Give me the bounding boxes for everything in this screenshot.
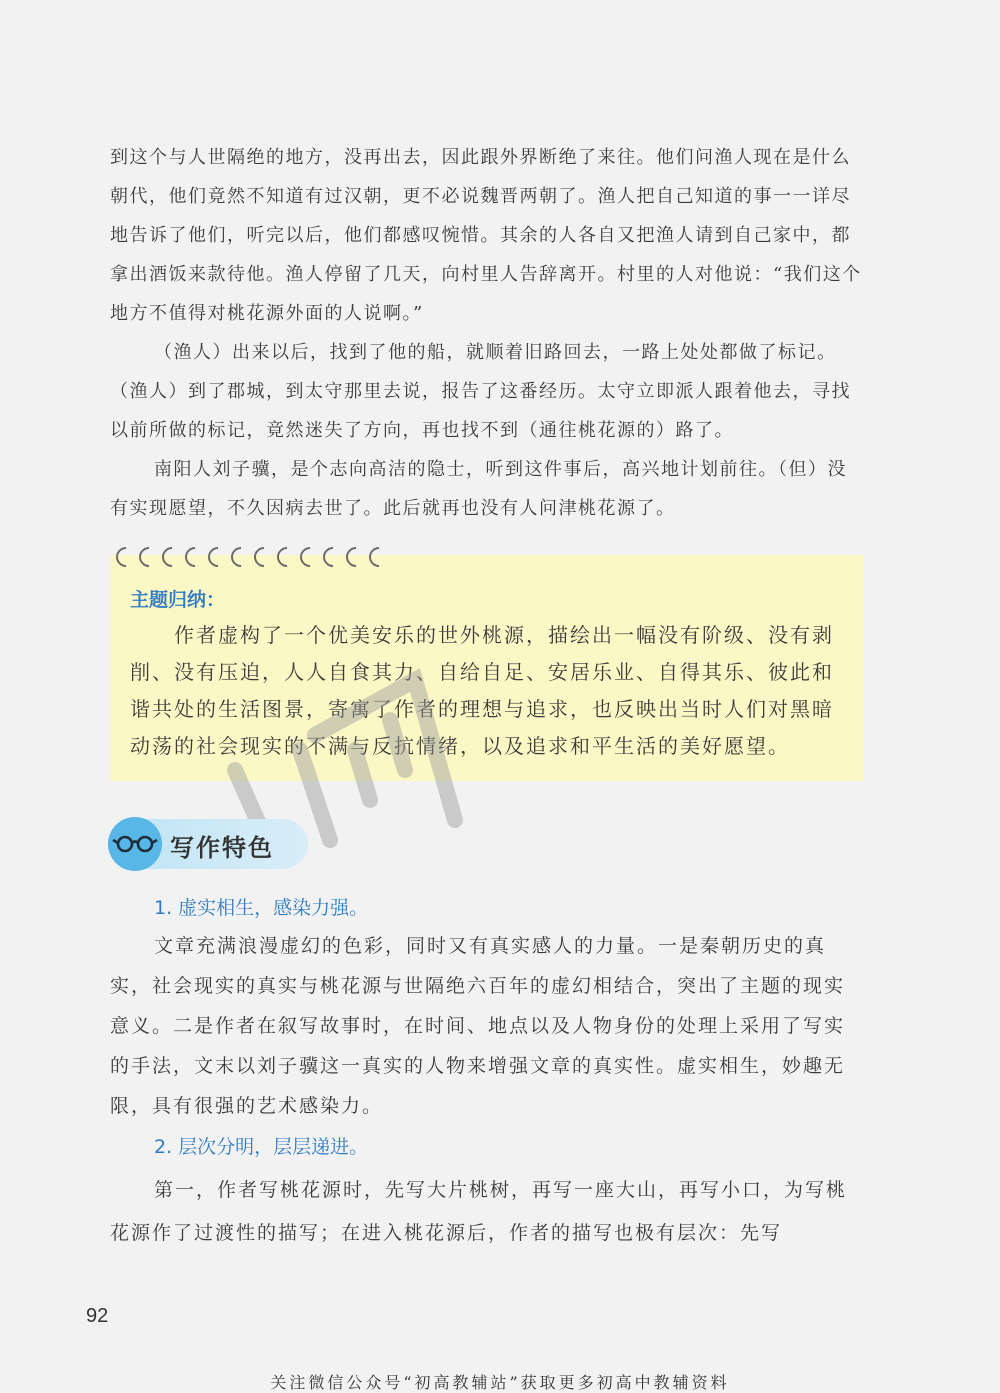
section-header-circle bbox=[108, 817, 162, 871]
theme-summary-text: 作者虚构了一个优美安乐的世外桃源，描绘出一幅没有阶级、没有剥削、没有压迫，人人自食其力、自给自足、安居乐业、自得其乐、彼此和谐共处的生活图景，寄寓了作者的理想与追求，也反映出当时人们对黑暗动荡的社会现实的不满与反抗情绪，以及追求和平生活的美好愿望。 bbox=[130, 623, 834, 758]
section-title: 写作特色 bbox=[170, 834, 274, 862]
glasses-icon bbox=[108, 817, 162, 871]
notebook-rings-decoration bbox=[116, 545, 396, 567]
paragraph-1: 到这个与人世隔绝的地方，没再出去，因此跟外界断绝了来往。他们问渔人现在是什么朝代，他们竟然不知道有过汉朝，更不必说魏晋两朝了。渔人把自己知道的事一一详尽地告诉了他们，听完以后，他们都感叹惋惜。其余的人各自又把渔人请到自己家中，都拿出酒饭来款待他。渔人停留了几天，向村里人告辞离开。村里的人对他说：“我们这个地方不值得对桃花源外面的人说啊。” bbox=[110, 147, 862, 324]
footer-note: 关注微信公众号“初高教辅站”获取更多初高中教辅资料 bbox=[270, 1373, 730, 1392]
theme-summary-title: 主题归纳： bbox=[130, 589, 226, 611]
feature-text-2: 第一，作者写桃花源时，先写大片桃树，再写一座大山，再写小口，为写桃花源作了过渡性的描写；在进入桃花源后，作者的描写也极有层次：先写 bbox=[110, 1179, 848, 1244]
paragraph-3: 南阳人刘子骥，是个志向高洁的隐士，听到这件事后，高兴地计划前往。（但）没有实现愿望，不久因病去世了。此后就再也没有人问津桃花源了。 bbox=[110, 459, 847, 519]
section-header-writing-features bbox=[108, 817, 308, 871]
feature-heading-2: 2. 层次分明，层层递进。 bbox=[154, 1136, 369, 1158]
paragraph-2: （渔人）出来以后，找到了他的船，就顺着旧路回去，一路上处处都做了标记。（渔人）到了郡城，到太守那里去说，报告了这番经历。太守立即派人跟着他去，寻找以前所做的标记，竟然迷失了方向，再也找不到（通往桃花源的）路了。 bbox=[110, 342, 851, 441]
feature-heading-1: 1. 虚实相生，感染力强。 bbox=[154, 897, 369, 919]
theme-summary-box bbox=[110, 555, 864, 781]
feature-text-1: 文章充满浪漫虚幻的色彩，同时又有真实感人的力量。一是秦朝历史的真实，社会现实的真实与桃花源与世隔绝六百年的虚幻相结合，突出了主题的现实意义。二是作者在叙写故事时，在时间、地点以及人物身份的处理上采用了写实的手法，文末以刘子骥这一真实的人物来增强文章的真实性。虚实相生，妙趣无限，具有很强的艺术感染力。 bbox=[110, 935, 846, 1117]
page-number: 92 bbox=[86, 1305, 109, 1327]
